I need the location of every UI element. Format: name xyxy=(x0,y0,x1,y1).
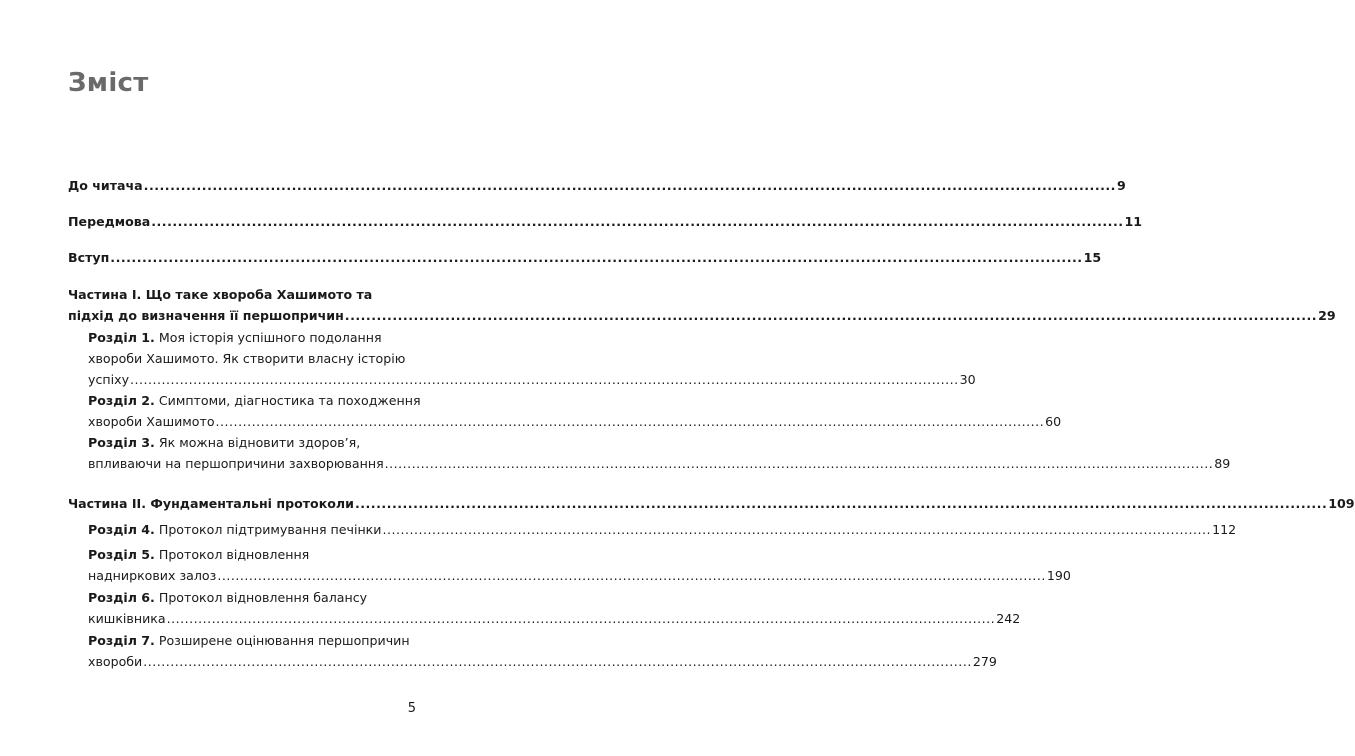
toc-entry-title-cont: хвороби Хашимото xyxy=(88,414,215,429)
toc-chapter-label: Розділ 2. xyxy=(88,393,155,408)
toc-entry-title: Протокол відновлення балансу xyxy=(154,590,368,605)
toc-entry-chapter-2[interactable] xyxy=(88,390,1062,432)
toc-entry-title-cont: хвороби xyxy=(88,654,143,669)
dot-leader xyxy=(130,369,959,390)
toc-chapter-label: Розділ 6. xyxy=(88,590,155,605)
toc-entry-title: Частина II. Фундаментальні протоколи xyxy=(68,496,354,511)
toc-entry-chapter-4[interactable] xyxy=(88,519,1237,540)
toc-entry-title-cont: успіху xyxy=(88,372,130,387)
toc-chapter-label: Розділ 3. xyxy=(88,435,155,450)
toc-page-number: 9 xyxy=(1116,178,1126,193)
toc-chapter-label: Розділ 4. xyxy=(88,522,155,537)
dot-leader xyxy=(151,211,1123,232)
toc-entry-title: Моя історія успішного подолання xyxy=(154,330,382,345)
dot-leader xyxy=(382,519,1211,540)
toc-entry-title-cont: підхід до визначення її першопричин xyxy=(68,308,344,323)
toc-entry-part-2[interactable] xyxy=(68,493,1355,514)
toc-entry-title: До читача xyxy=(68,178,143,193)
toc-entry-chapter-6[interactable] xyxy=(88,587,1021,629)
toc-entry-chapter-7[interactable] xyxy=(88,630,997,672)
toc-entry-title: Протокол відновлення xyxy=(154,547,310,562)
toc-entry-to-reader[interactable] xyxy=(68,175,1126,196)
toc-page-number: 112 xyxy=(1212,522,1237,537)
dot-leader xyxy=(167,608,996,629)
toc-chapter-label: Розділ 7. xyxy=(88,633,155,648)
toc-entry-title: Розширене оцінювання першопричин xyxy=(154,633,410,648)
dot-leader xyxy=(110,247,1082,268)
toc-page-number: 190 xyxy=(1046,568,1071,583)
toc-chapter-label: Розділ 5. xyxy=(88,547,155,562)
toc-chapter-label: Розділ 1. xyxy=(88,330,155,345)
toc-entry-foreword[interactable] xyxy=(68,211,1143,232)
toc-entry-title: Як можна відновити здоров’я, xyxy=(154,435,361,450)
dot-leader xyxy=(355,493,1327,514)
toc-page-number: 60 xyxy=(1045,414,1062,429)
toc-page-number: 89 xyxy=(1214,456,1231,471)
toc-page-number: 29 xyxy=(1318,308,1336,323)
dot-leader xyxy=(345,305,1317,326)
dot-leader xyxy=(385,453,1214,474)
toc-page-number: 279 xyxy=(972,654,997,669)
toc-entry-introduction[interactable] xyxy=(68,247,1102,268)
dot-leader xyxy=(144,175,1116,196)
toc-entry-title: Симптоми, діагностика та походження xyxy=(154,393,421,408)
dot-leader xyxy=(216,411,1045,432)
toc-entry-title: Передмова xyxy=(68,214,151,229)
toc-entry-chapter-5[interactable] xyxy=(88,544,1071,586)
toc-entry-chapter-1[interactable] xyxy=(88,327,976,390)
dot-leader xyxy=(143,651,972,672)
toc-entry-title-cont: хвороби Хашимото. Як створити власну історію xyxy=(88,351,406,366)
toc-entry-title-cont: впливаючи на першопричини захворювання xyxy=(88,456,384,471)
toc-entry-title: Частина I. Що таке хвороба Хашимото та xyxy=(68,287,373,302)
toc-page-number: 109 xyxy=(1328,496,1355,511)
toc-entry-chapter-3[interactable] xyxy=(88,432,1231,474)
toc-page-number: 30 xyxy=(959,372,976,387)
toc-entry-title-cont: надниркових залоз xyxy=(88,568,217,583)
toc-entry-title: Протокол підтримування печінки xyxy=(154,522,382,537)
page-title: Зміст xyxy=(68,68,149,98)
toc-page-number: 15 xyxy=(1083,250,1102,265)
dot-leader xyxy=(217,565,1046,586)
toc-page-number: 242 xyxy=(996,611,1021,626)
toc-entry-part-1[interactable] xyxy=(68,284,1336,326)
toc-entry-title-cont: кишківника xyxy=(88,611,166,626)
toc-entry-title: Вступ xyxy=(68,250,110,265)
page-number: 5 xyxy=(407,701,416,716)
toc-page-number: 11 xyxy=(1124,214,1143,229)
